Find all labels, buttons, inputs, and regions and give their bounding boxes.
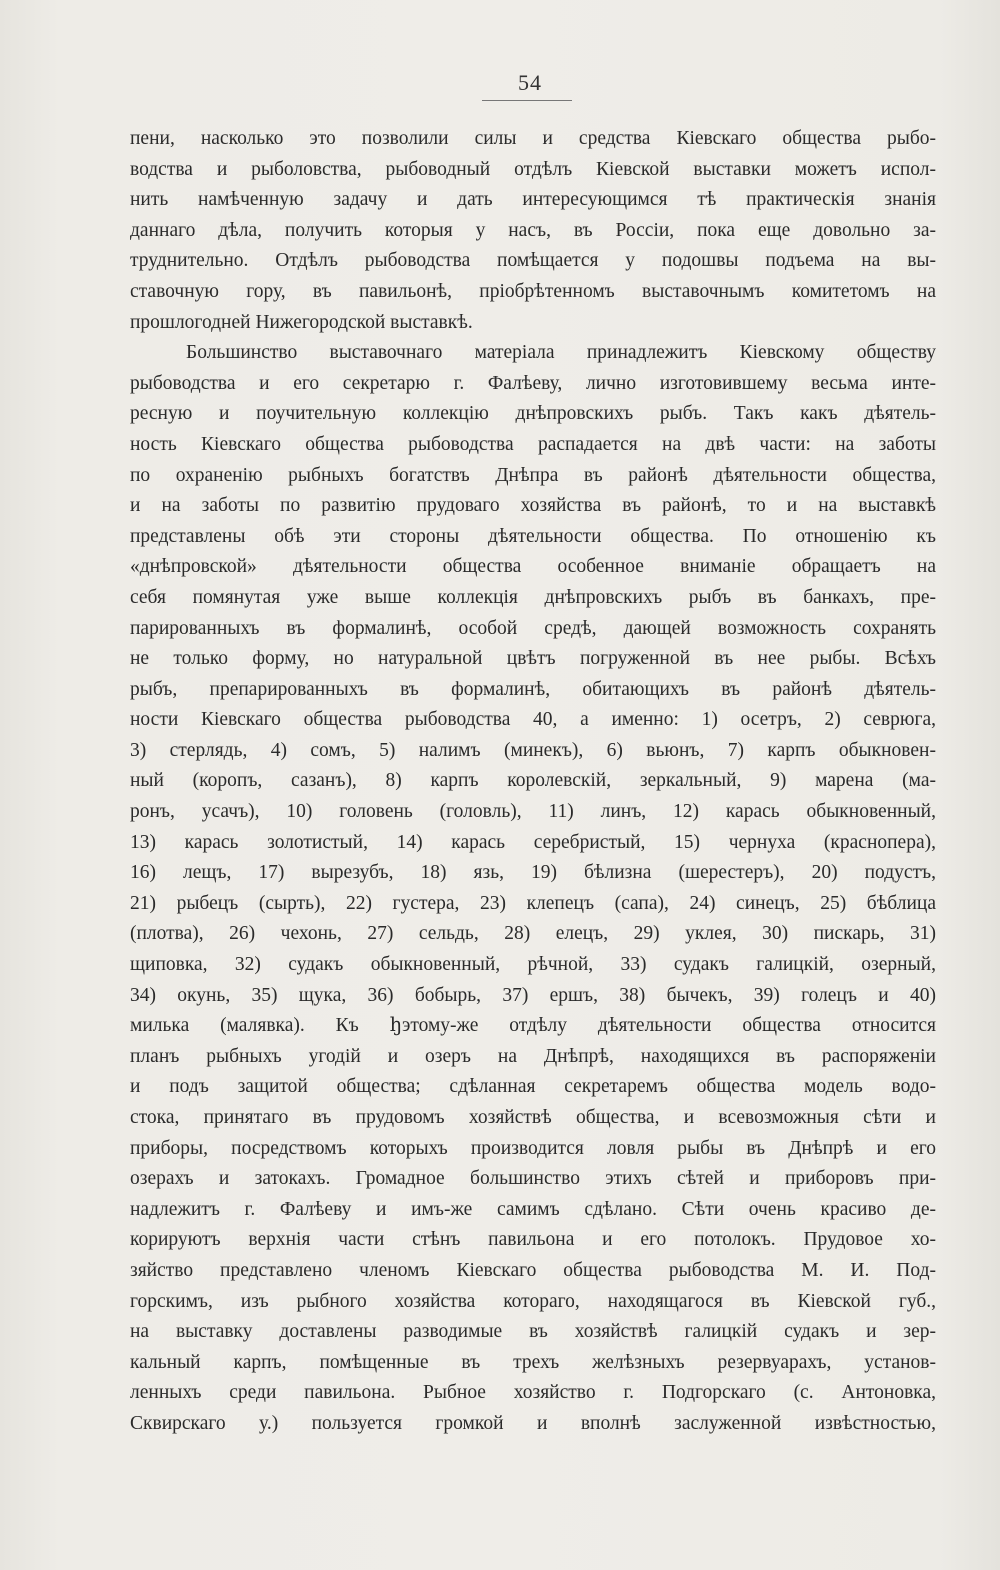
text-line: горскимъ, изъ рыбного хозяйства котораго, находящагося въ Кіевской губ., <box>130 1290 936 1312</box>
text-line: по охраненію рыбныхъ богатствъ Днѣпра въ районѣ дѣятельности общества, <box>130 464 936 486</box>
text-line: ронъ, усачъ), 10) головень (головль), 11) линъ, 12) карась обыкновенный, <box>130 801 936 823</box>
text-line: даннаго дѣла, получить которыя у насъ, въ Россіи, пока еще довольно за- <box>130 219 936 241</box>
text-line: надлежитъ г. Фалѣеву и имъ-же самимъ сдѣлано. Сѣти очень красиво де- <box>130 1198 936 1220</box>
text-line: озерахъ и затокахъ. Громадное большинство этихъ сѣтей и приборовъ при- <box>130 1168 936 1190</box>
text-line: рыбъ, препарированныхъ въ формалинѣ, обитающихъ въ районѣ дѣятель- <box>130 678 936 700</box>
text-line: ленныхъ среди павильона. Рыбное хозяйство г. Подгорскаго (с. Антоновка, <box>130 1382 936 1404</box>
text-line: 16) лещъ, 17) вырезубъ, 18) язь, 19) бѣлизна (шерестеръ), 20) подустъ, <box>130 862 936 884</box>
text-line: и на заботы по развитію прудоваго хозяйства въ районѣ, то и на выставкѣ <box>130 495 936 517</box>
text-line: рыбоводства и его секретарю г. Фалѣеву, лично изготовившему весьма инте- <box>130 372 936 394</box>
text-line: пени, насколько это позволили силы и средства Кіевскаго общества рыбо- <box>130 128 936 149</box>
text-line: прошлогодней Нижегородской выставкѣ. <box>130 311 473 333</box>
text-line: труднительно. Отдѣлъ рыбоводства помѣщается у подошвы подъема на вы- <box>130 250 936 272</box>
text-line: водства и рыболовства, рыбоводный отдѣлъ Кіевской выставки можетъ испол- <box>130 158 936 180</box>
text-line: планъ рыбныхъ угодій и озеръ на Днѣпрѣ, находящихся въ распоряженіи <box>130 1045 936 1067</box>
text-line: милька (малявка). Къ ꜧэтому-же отдѣлу дѣятельности общества относится <box>130 1015 936 1037</box>
text-line: парированныхъ въ формалинѣ, особой средѣ, дающей возможность сохранять <box>130 617 936 639</box>
text-line: ставочную гору, въ павильонѣ, пріобрѣтенномъ выставочнымъ комитетомъ на <box>130 280 936 302</box>
text-line: ный (коропъ, сазанъ), 8) карпъ королевскій, зеркальный, 9) марена (ма- <box>130 770 936 792</box>
text-line: 34) окунь, 35) щука, 36) бобырь, 37) ершъ, 38) бычекъ, 39) голецъ и 40) <box>130 984 936 1006</box>
text-line: приборы, посредствомъ которыхъ производится ловля рыбы въ Днѣпрѣ и его <box>130 1137 936 1159</box>
header-rule <box>482 100 572 101</box>
text-line: нить намѣченную задачу и дать интересующимся тѣ практическія знанія <box>130 189 936 211</box>
text-line: и подъ защитой общества; сдѣланная секретаремъ общества модель водо- <box>130 1076 936 1098</box>
text-line: ресную и поучительную коллекцію днѣпровскихъ рыбъ. Такъ какъ дѣятель- <box>130 403 936 425</box>
text-line: на выставку доставлены разводимые въ хозяйствѣ галицкій судакъ и зер- <box>130 1321 936 1343</box>
text-line: представлены обѣ эти стороны дѣятельности общества. По отношенію къ <box>130 525 936 547</box>
text-line: (плотва), 26) чехонь, 27) сельдь, 28) елецъ, 29) уклея, 30) пискарь, 31) <box>130 923 936 945</box>
paragraph-start-line: Большинство выставочнаго матеріала принадлежитъ Кіевскому обществу <box>186 342 936 364</box>
body-text <box>130 124 936 1440</box>
text-line: себя помянутая уже выше коллекція днѣпровскихъ рыбъ въ банкахъ, пре- <box>130 586 936 608</box>
text-line: ности Кіевскаго общества рыбоводства 40, а именно: 1) осетръ, 2) севрюга, <box>130 709 936 731</box>
text-line: зяйство представлено членомъ Кіевскаго общества рыбоводства М. И. Под- <box>130 1259 936 1281</box>
text-line: Сквирскаго у.) пользуется громкой и вполнѣ заслуженной извѣстностью, <box>130 1412 936 1434</box>
text-line: не только форму, но натуральной цвѣтъ погруженной въ нее рыбы. Всѣхъ <box>130 648 936 670</box>
text-line: щиповка, 32) судакъ обыкновенный, рѣчной, 33) судакъ галицкій, озерный, <box>130 954 936 976</box>
text-line: корируютъ верхнія части стѣнъ павильона и его потолокъ. Прудовое хо- <box>130 1229 936 1251</box>
text-line: «днѣпровской» дѣятельности общества особенное вниманіе обращаетъ на <box>130 556 936 578</box>
text-line: кальный карпъ, помѣщенные въ трехъ желѣзныхъ резервуарахъ, установ- <box>130 1351 936 1373</box>
text-line: стока, принятаго въ прудовомъ хозяйствѣ общества, и всевозможныя сѣти и <box>130 1107 936 1128</box>
page-number: 54 <box>518 70 542 95</box>
text-line: 13) карась золотистый, 14) карась серебристый, 15) чернуха (кpаснопера), <box>130 831 936 853</box>
text-line: ность Кіевскаго общества рыбоводства распадается на двѣ части: на заботы <box>130 433 936 455</box>
text-line: 3) стерлядь, 4) сомъ, 5) налимъ (минекъ), 6) вьюнъ, 7) карпъ обыкновен- <box>130 739 936 761</box>
text-line: 21) рыбецъ (сырть), 22) густера, 23) клепецъ (сапа), 24) синецъ, 25) бѣблица <box>130 892 936 914</box>
